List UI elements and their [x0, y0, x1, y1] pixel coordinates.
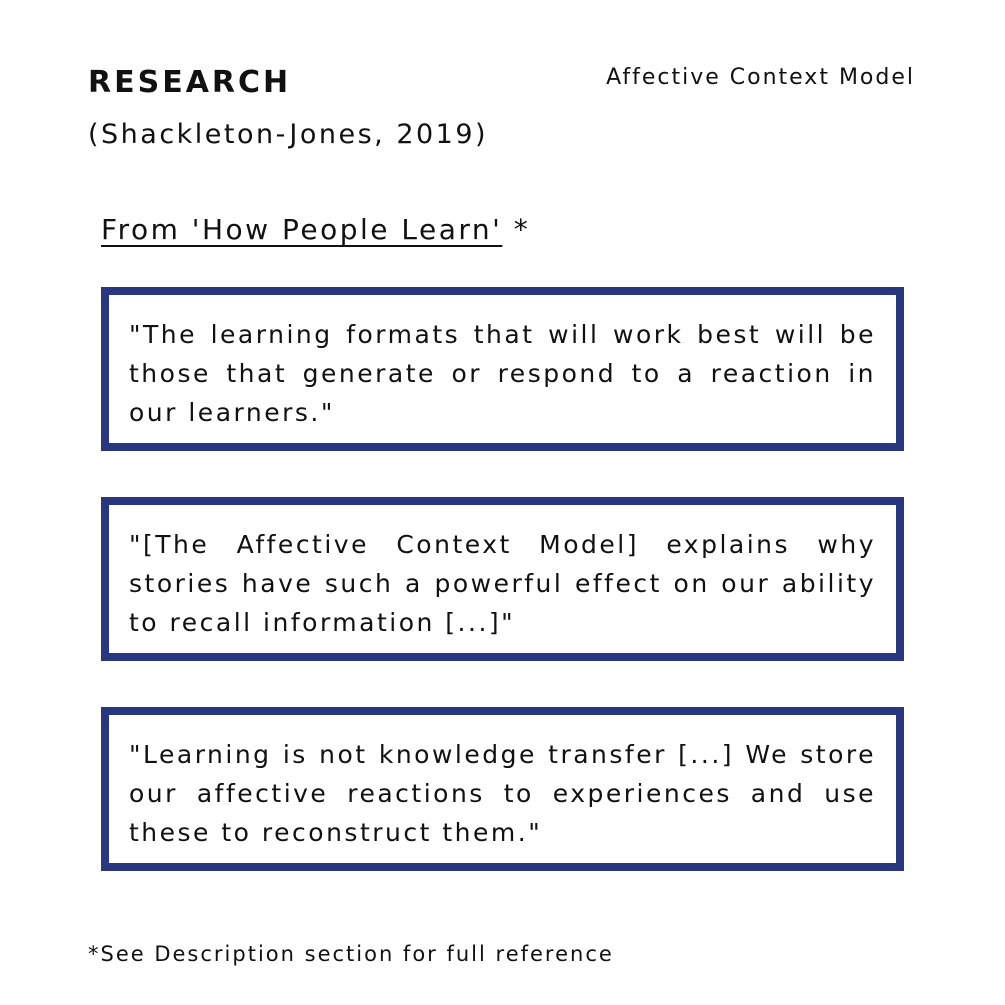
citation: (Shackleton-Jones, 2019)	[88, 119, 489, 150]
quote-box	[101, 287, 904, 451]
footnote-marker: *	[502, 213, 531, 246]
model-name: Affective Context Model	[606, 65, 915, 90]
quote-box	[101, 497, 904, 661]
source-line	[101, 212, 530, 248]
quote-text: "[The Affective Context Model] explains why stories have such a powerful effect on our ability to recall information [...]"	[129, 530, 876, 637]
source-title: From 'How People Learn'	[101, 213, 503, 246]
footnote: *See Description section for full reference	[88, 942, 614, 966]
quote-text: "Learning is not knowledge transfer [...] We store our affective reactions to experiences and use these to reconstruct them."	[129, 740, 876, 847]
quote-text: "The learning formats that will work best will be those that generate or respond to a reaction in our learners."	[129, 320, 876, 427]
page-title: RESEARCH	[88, 65, 292, 100]
quote-box	[101, 707, 904, 871]
